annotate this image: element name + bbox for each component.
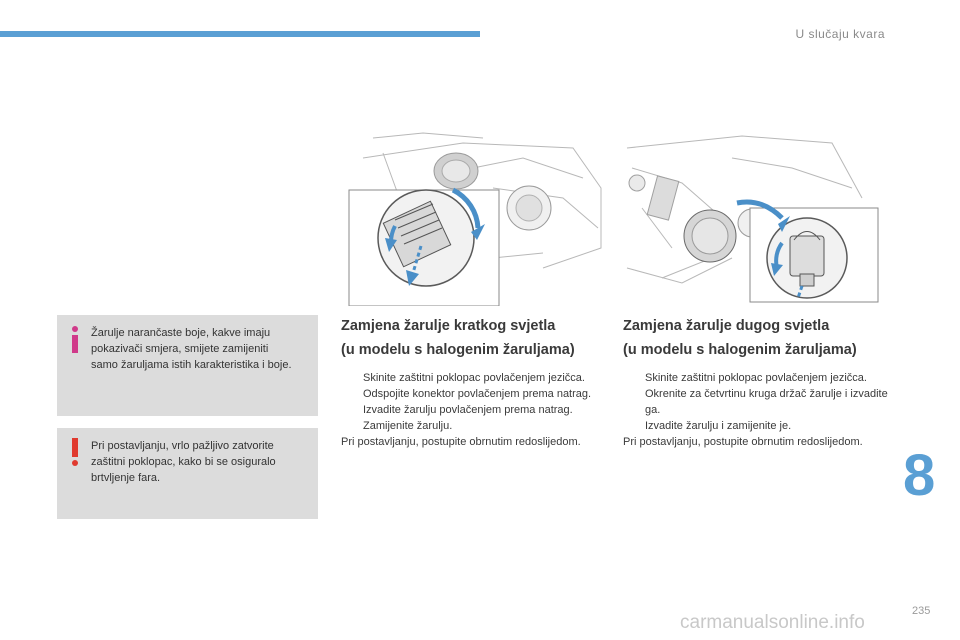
low-beam-subtitle: (u modelu s halogenim žaruljama)	[341, 342, 575, 358]
low-beam-bulb-illustration	[343, 128, 603, 306]
page-number: 235	[912, 605, 931, 617]
chapter-title: U slučaju kvara	[795, 27, 885, 41]
info-note-text: Žarulje narančaste boje, kakve imaju pokazivači smjera, smijete zamijeniti samo žaruljama istih karakteristika i boje.	[91, 327, 292, 371]
list-item: Okrenite za četvrtinu kruga držač žarulje i izvadite ga.	[645, 388, 888, 416]
low-beam-footer: Pri postavljanju, postupite obrnutim redoslijedom.	[341, 436, 581, 448]
list-item: Odspojite konektor povlačenjem prema natrag.	[363, 388, 592, 400]
list-item: Zamijenite žarulju.	[363, 420, 453, 432]
high-beam-bulb-illustration	[622, 128, 884, 306]
high-beam-subtitle: (u modelu s halogenim žaruljama)	[623, 342, 857, 358]
list-item: Skinite zaštitni poklopac povlačenjem jezičca.	[363, 372, 585, 384]
high-beam-section	[623, 318, 888, 450]
high-beam-steps	[623, 370, 888, 434]
info-icon	[69, 325, 81, 353]
watermark: carmanualsonline.info	[680, 612, 865, 633]
low-beam-section	[341, 318, 606, 450]
high-beam-title: Zamjena žarulje dugog svjetla	[623, 318, 830, 334]
warning-note	[57, 428, 318, 519]
list-item: Skinite zaštitni poklopac povlačenjem jezičca.	[645, 372, 867, 384]
info-note	[57, 315, 318, 416]
chapter-number: 8	[903, 443, 936, 508]
low-beam-steps	[341, 370, 606, 434]
high-beam-footer: Pri postavljanju, postupite obrnutim redoslijedom.	[623, 436, 863, 448]
exclamation-icon	[69, 438, 81, 466]
warning-note-text: Pri postavljanju, vrlo pažljivo zatvorite zaštitni poklopac, kako bi se osiguralo brtvljenje fara.	[91, 440, 276, 484]
list-item: Izvadite žarulju povlačenjem prema natrag.	[363, 404, 573, 416]
list-item: Izvadite žarulju i zamijenite je.	[645, 420, 792, 432]
low-beam-title: Zamjena žarulje kratkog svjetla	[341, 318, 556, 334]
header-accent-bar	[0, 31, 480, 37]
